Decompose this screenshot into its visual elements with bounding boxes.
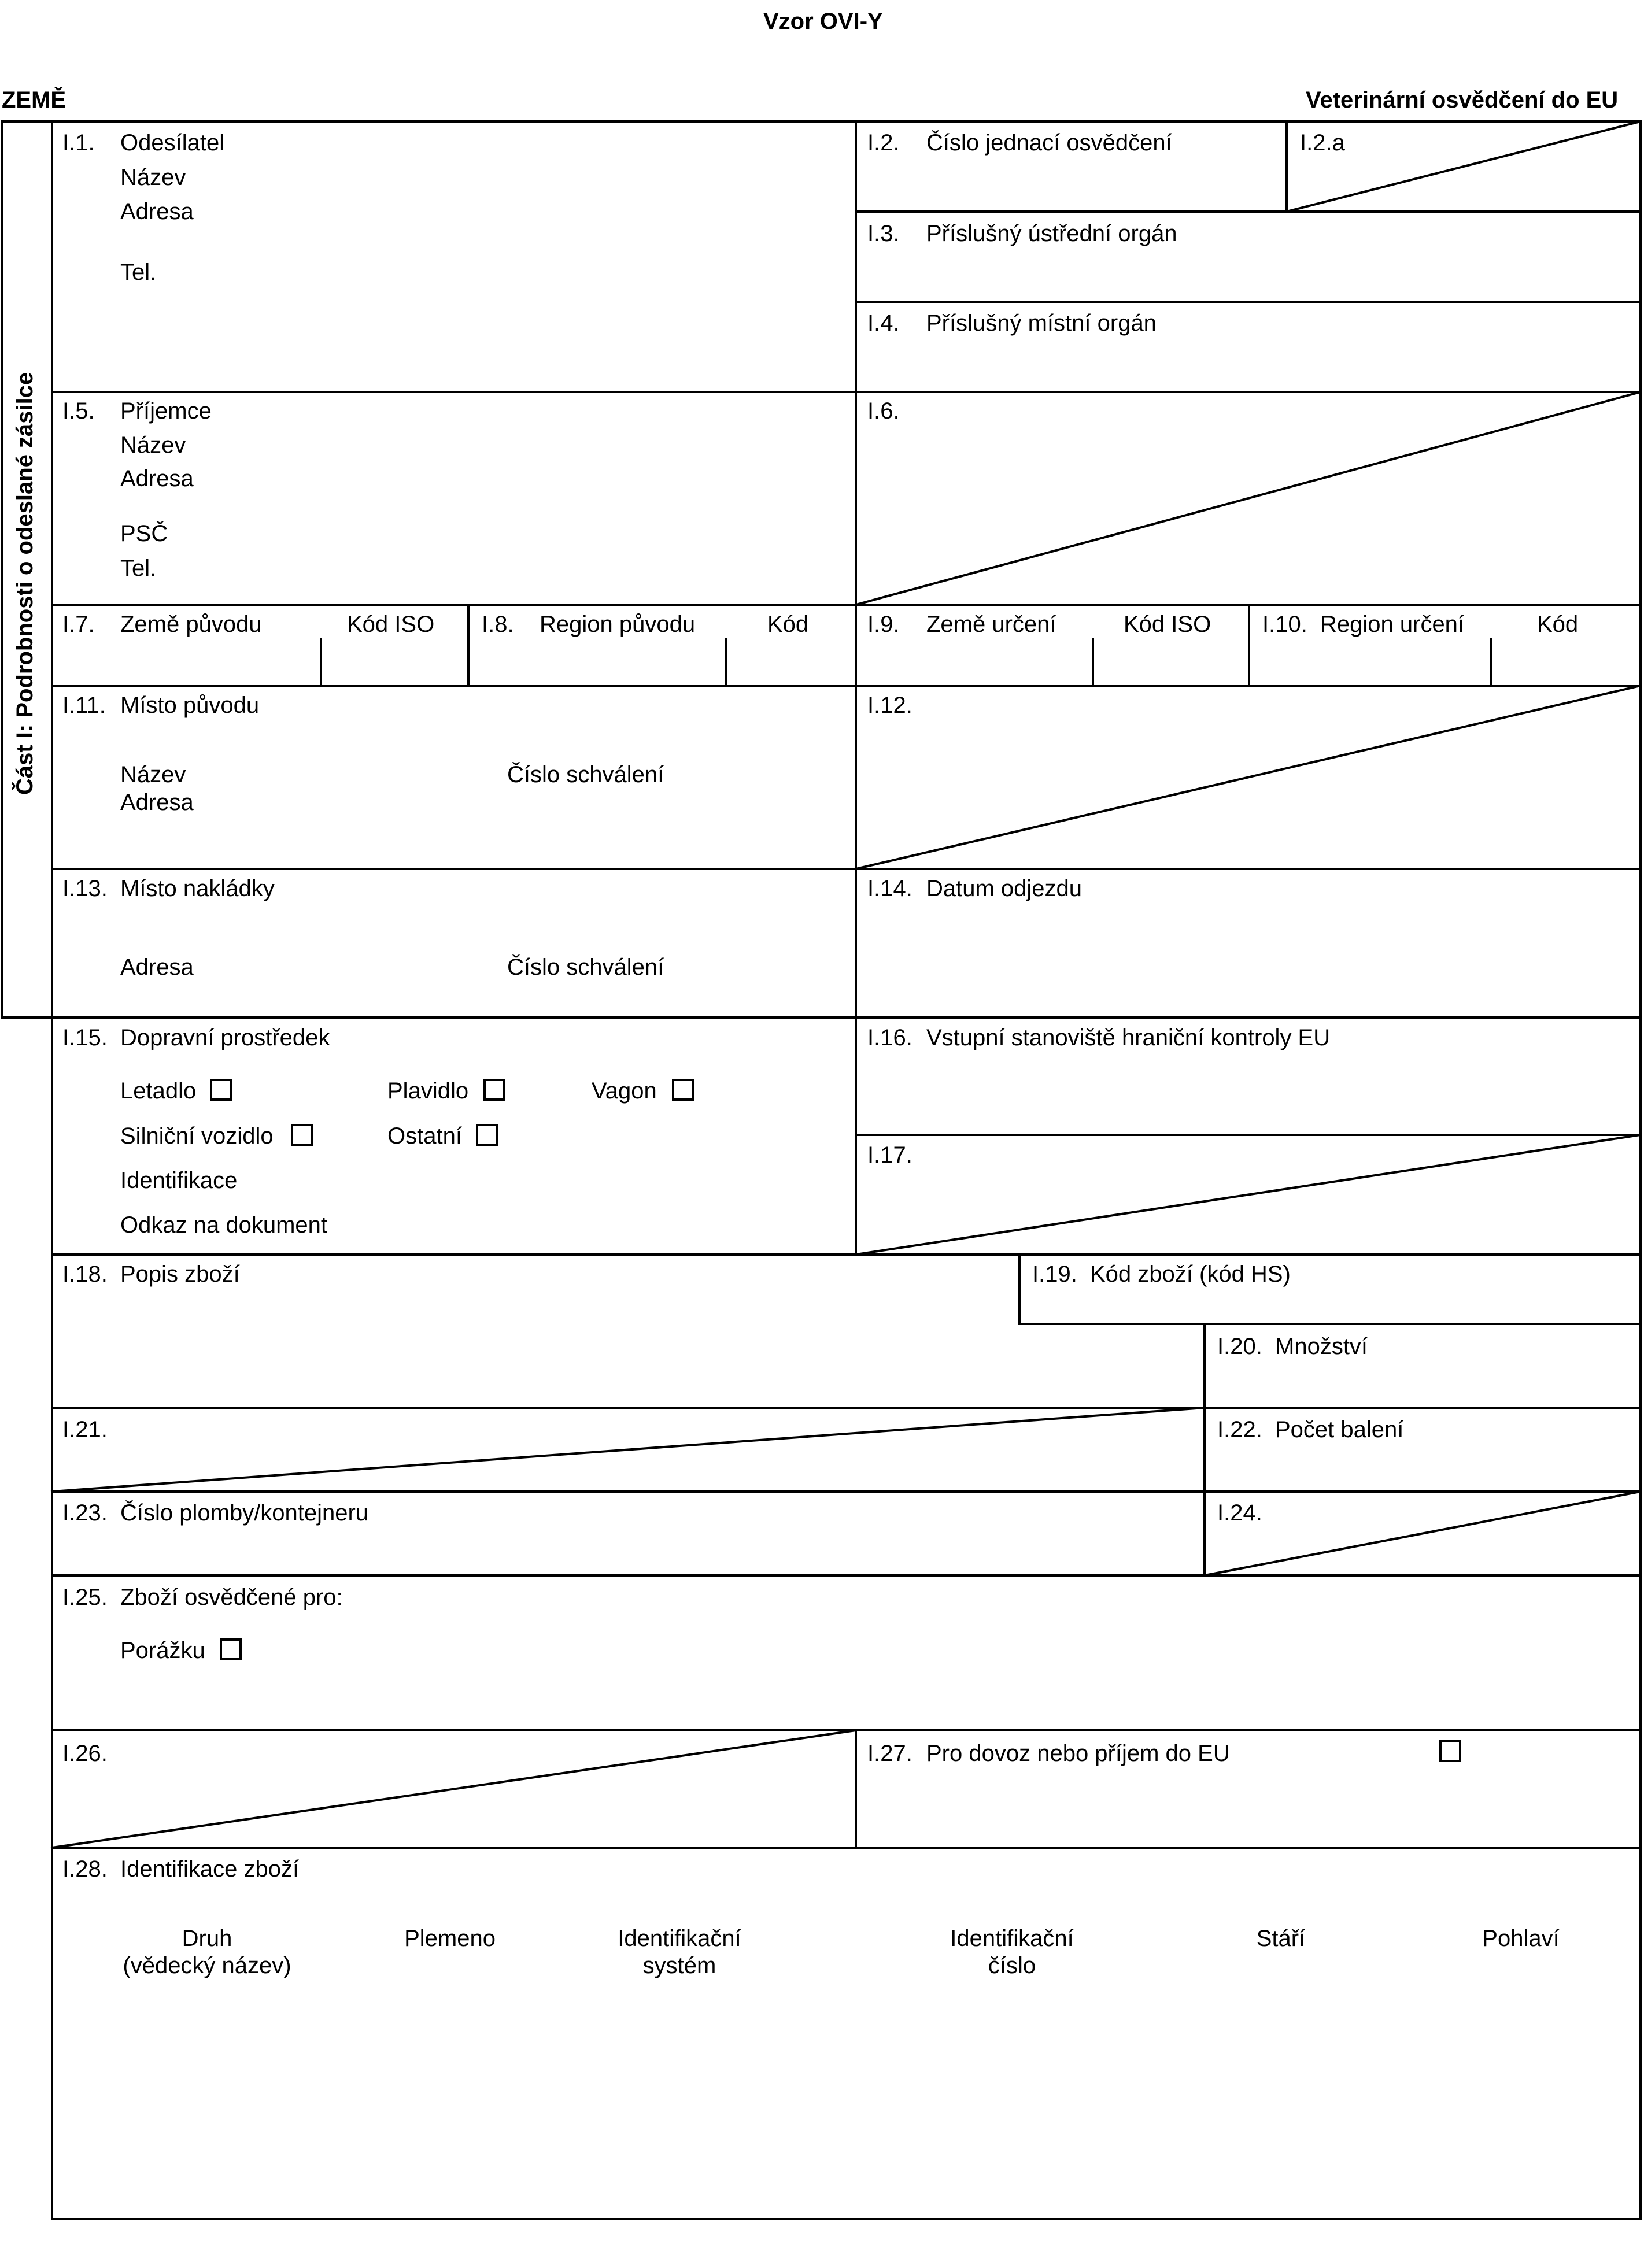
field-i17-number: I.17. — [867, 1142, 912, 1168]
field-i25-label: Zboží osvědčené pro: — [120, 1585, 343, 1610]
field-i20-number: I.20. — [1217, 1334, 1262, 1359]
field-i1-name: Název — [120, 165, 186, 190]
field-i27-label: Pro dovoz nebo příjem do EU — [926, 1741, 1230, 1766]
field-i23-label: Číslo plomby/kontejneru — [120, 1500, 369, 1526]
field-i18-number: I.18. — [62, 1261, 108, 1287]
field-i11-number: I.11. — [62, 693, 106, 718]
field-i5-number: I.5. — [62, 398, 95, 424]
field-i7-label: Země původu — [120, 612, 262, 637]
field-i2-number: I.2. — [867, 130, 900, 156]
field-i3-label: Příslušný ústřední orgán — [926, 221, 1177, 246]
country-label: ZEMĚ — [2, 87, 67, 113]
field-i7-number: I.7. — [62, 612, 95, 637]
column-id-number-line2: číslo — [988, 1953, 1036, 1978]
column-breed: Plemeno — [404, 1926, 496, 1951]
transport-road-label: Silniční vozidlo — [120, 1123, 274, 1149]
transport-identification: Identifikace — [120, 1168, 238, 1193]
field-i28-label: Identifikace zboží — [120, 1856, 300, 1882]
field-i9-code: Kód ISO — [1124, 612, 1211, 637]
field-i1-address: Adresa — [120, 199, 194, 224]
column-id-number-line1: Identifikační — [950, 1926, 1074, 1951]
column-age: Stáří — [1256, 1926, 1306, 1951]
form-title: Vzor OVI-Y — [763, 9, 883, 34]
field-i3-number: I.3. — [867, 221, 900, 246]
field-i8-code: Kód — [767, 612, 809, 637]
column-id-system-line1: Identifikační — [618, 1926, 741, 1951]
transport-ship-checkbox[interactable] — [483, 1079, 505, 1101]
field-i11-label: Místo původu — [120, 693, 260, 718]
field-i11-approval: Číslo schválení — [507, 762, 664, 787]
transport-wagon-label: Vagon — [592, 1078, 657, 1104]
column-id-system-line2: systém — [642, 1953, 716, 1978]
field-i21-number: I.21. — [62, 1417, 108, 1442]
field-i12-number: I.12. — [867, 693, 912, 718]
transport-ship-label: Plavidlo — [387, 1078, 469, 1104]
field-i10-code: Kód — [1537, 612, 1579, 637]
field-i24-number: I.24. — [1217, 1500, 1262, 1526]
field-i2a-number: I.2.a — [1300, 130, 1345, 156]
transport-other-checkbox[interactable] — [476, 1124, 498, 1146]
field-i15-label: Dopravní prostředek — [120, 1025, 330, 1050]
transport-road-checkbox[interactable] — [291, 1124, 313, 1146]
field-i5-label: Příjemce — [120, 398, 212, 424]
field-i11-address: Adresa — [120, 790, 194, 815]
field-i23-number: I.23. — [62, 1500, 108, 1526]
field-i6-number: I.6. — [867, 398, 900, 424]
field-i10-label: Region určení — [1320, 612, 1465, 637]
field-i5-zip: PSČ — [120, 521, 168, 546]
transport-document-ref: Odkaz na dokument — [120, 1212, 327, 1238]
field-i8-number: I.8. — [482, 612, 514, 637]
field-i26-number: I.26. — [62, 1741, 108, 1766]
certificate-label: Veterinární osvědčení do EU — [1306, 87, 1619, 113]
field-i13-address: Adresa — [120, 954, 194, 980]
transport-plane-checkbox[interactable] — [210, 1079, 232, 1101]
field-i1-number: I.1. — [62, 130, 95, 156]
field-i22-number: I.22. — [1217, 1417, 1262, 1442]
field-i19-label: Kód zboží (kód HS) — [1090, 1261, 1291, 1287]
slaughter-label: Porážku — [120, 1638, 205, 1663]
field-i27-number: I.27. — [867, 1741, 912, 1766]
field-i14-label: Datum odjezdu — [926, 876, 1083, 901]
field-i7-code: Kód ISO — [347, 612, 435, 637]
field-i14-number: I.14. — [867, 876, 912, 901]
field-i1-label: Odesílatel — [120, 130, 225, 156]
transport-other-label: Ostatní — [387, 1123, 462, 1149]
field-i16-label: Vstupní stanoviště hraniční kontroly EU — [926, 1025, 1331, 1050]
column-sex: Pohlaví — [1482, 1926, 1560, 1951]
field-i18-label: Popis zboží — [120, 1261, 240, 1287]
column-species-line2: (vědecký název) — [123, 1953, 291, 1978]
transport-wagon-checkbox[interactable] — [672, 1079, 694, 1101]
field-i15-number: I.15. — [62, 1025, 108, 1050]
field-i9-number: I.9. — [867, 612, 900, 637]
field-i22-label: Počet balení — [1275, 1417, 1404, 1442]
field-i19-number: I.19. — [1032, 1261, 1077, 1287]
field-i10-number: I.10. — [1262, 612, 1307, 637]
transport-plane-label: Letadlo — [120, 1078, 197, 1104]
field-i13-number: I.13. — [62, 876, 108, 901]
slaughter-checkbox[interactable] — [220, 1638, 242, 1660]
field-i4-label: Příslušný místní orgán — [926, 310, 1157, 336]
field-i13-approval: Číslo schválení — [507, 954, 664, 980]
column-species-line1: Druh — [182, 1926, 232, 1951]
field-i5-address: Adresa — [120, 466, 194, 491]
part-i-label: Část I: Podrobnosti o odeslané zásilce — [12, 372, 38, 795]
field-i16-number: I.16. — [867, 1025, 912, 1050]
field-i1-tel: Tel. — [120, 260, 157, 285]
field-i20-label: Množství — [1275, 1334, 1368, 1359]
field-i5-name: Název — [120, 432, 186, 458]
field-i8-label: Region původu — [540, 612, 696, 637]
import-eu-checkbox[interactable] — [1439, 1740, 1461, 1762]
field-i4-number: I.4. — [867, 310, 900, 336]
field-i28-number: I.28. — [62, 1856, 108, 1882]
field-i25-number: I.25. — [62, 1585, 108, 1610]
field-i5-tel: Tel. — [120, 556, 157, 581]
field-i13-label: Místo nakládky — [120, 876, 275, 901]
field-i9-label: Země určení — [926, 612, 1056, 637]
field-i11-name: Název — [120, 762, 186, 787]
field-i2-label: Číslo jednací osvědčení — [926, 130, 1172, 156]
